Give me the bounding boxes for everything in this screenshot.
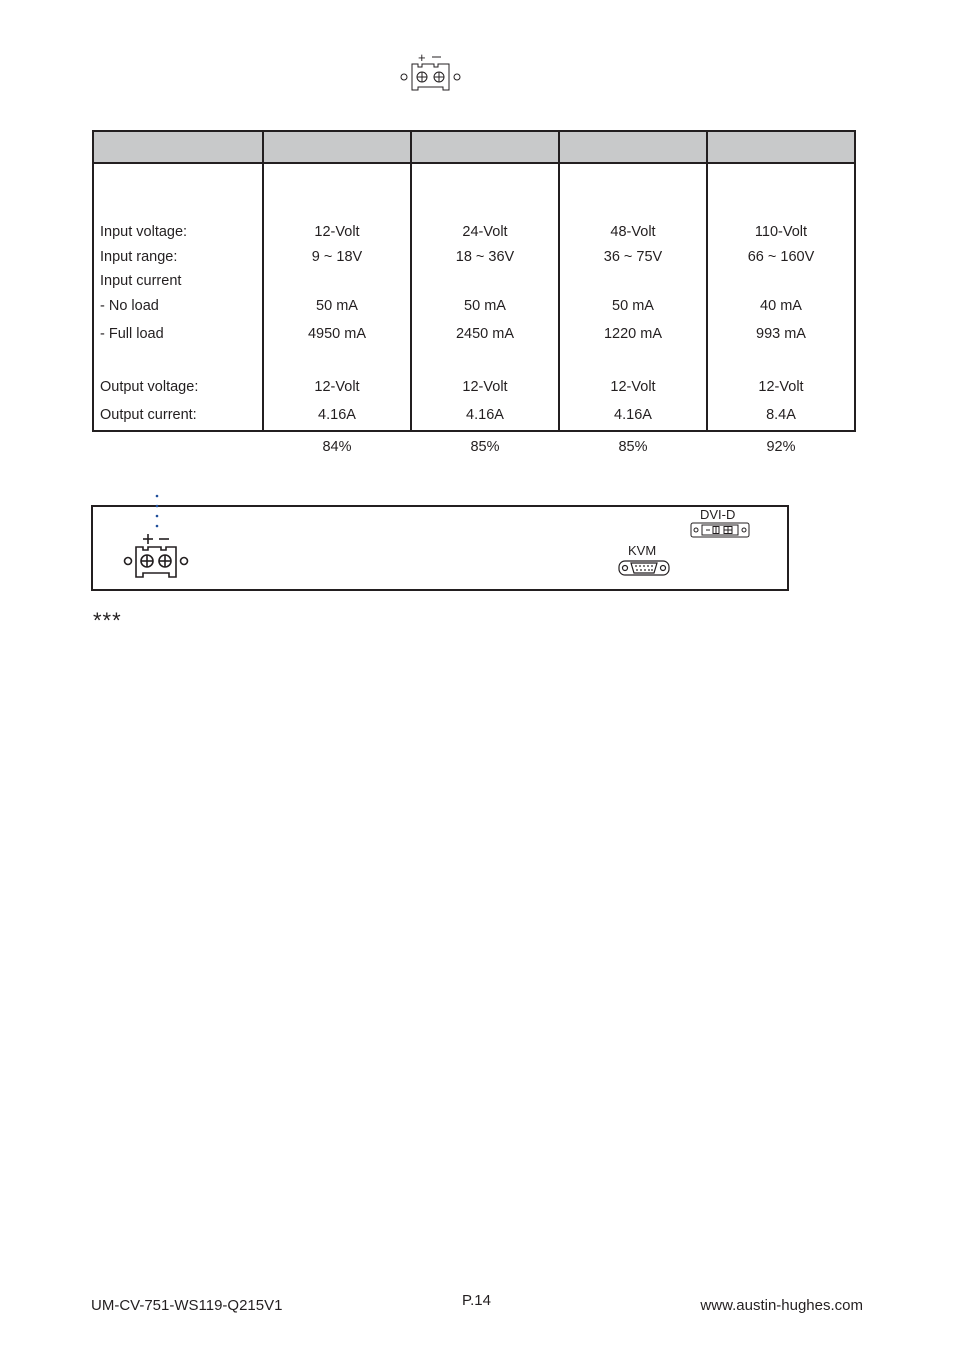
no-load-value: 50 mA [316,298,358,314]
label-input-range: Input range: [100,249,178,265]
full-load-value: 4950 mA [307,326,367,342]
header-cell [559,131,707,163]
output-current-value: 4.16A [466,407,504,423]
input-range-value: 18 ~ 36V [455,249,515,265]
terminal-block-icon [398,50,464,96]
full-load-value: 993 mA [756,326,806,342]
efficiency-value: 85% [470,439,500,455]
output-voltage-value: 12-Volt [462,379,508,395]
table-header-row [93,131,855,163]
dvi-connector-icon [690,521,750,539]
label-column [93,163,263,431]
header-cell [707,131,855,163]
input-voltage-value: 12-Volt [314,224,360,240]
header-cell [411,131,559,163]
no-load-value: 50 mA [464,298,506,314]
input-voltage-value: 110-Volt [754,224,808,240]
input-range-value: 36 ~ 75V [603,249,663,265]
no-load-value: 50 mA [612,298,654,314]
output-voltage-value: 12-Volt [758,379,804,395]
rear-panel-diagram [91,505,789,591]
value-column-48v [559,163,707,455]
terminal-block-icon [121,531,191,579]
vga-connector-icon [618,558,670,578]
label-output-voltage: Output voltage: [100,379,199,395]
label-no-load: - No load [100,298,159,314]
note-marker: *** [93,608,122,633]
value-column-24v [411,163,559,455]
value-column-110v [707,163,855,455]
header-cell [263,131,411,163]
label-full-load: - Full load [100,326,164,342]
label-output-current: Output current: [100,407,197,423]
table-row [93,163,855,431]
header-cell [93,131,263,163]
efficiency-value: 85% [618,439,648,455]
input-voltage-value: 48-Volt [610,224,656,240]
dvi-port-label: DVI-D [700,507,736,522]
value-column-12v [263,163,411,455]
full-load-value: 2450 mA [455,326,515,342]
output-voltage-value: 12-Volt [314,379,360,395]
output-current-value: 4.16A [614,407,652,423]
input-range-value: 9 ~ 18V [311,249,363,265]
full-load-value: 1220 mA [603,326,663,342]
no-load-value: 40 mA [760,298,802,314]
output-voltage-value: 12-Volt [610,379,656,395]
output-current-value: 4.16A [318,407,356,423]
footer-website: www.austin-hughes.com [700,1297,863,1314]
output-current-value: 8.4A [766,407,796,423]
dotted-leader-line [155,494,159,528]
input-voltage-value: 24-Volt [462,224,508,240]
input-range-value: 66 ~ 160V [747,249,815,265]
footer-document-code: UM-CV-751-WS119-Q215V1 [91,1297,283,1314]
efficiency-value: 84% [322,439,352,455]
label-input-voltage: Input voltage: [100,224,188,240]
kvm-port-label: KVM [628,543,657,558]
footer-page-number: P.14 [462,1292,491,1309]
efficiency-value: 92% [766,439,796,455]
power-spec-table [92,130,856,455]
svg-text:+: + [418,50,426,65]
label-input-current: Input current [100,273,182,289]
